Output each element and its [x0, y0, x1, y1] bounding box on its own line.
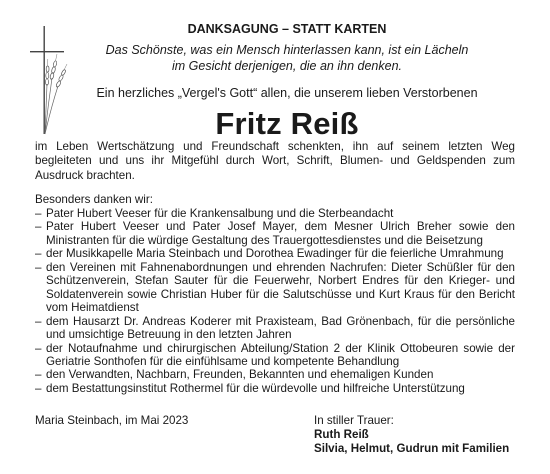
- list-item: – dem Bestattungsinstitut Rothermel für die würdevolle und hilfreiche Unterstützung: [35, 382, 515, 395]
- place-date: Maria Steinbach, im Mai 2023: [35, 414, 189, 427]
- intro-paragraph: im Leben Wertschätzung und Freundschaft schenkten, ihn auf seinem letzten Weg begleiteten und uns ihr Mitgefühl durch Wort, Schrift, Blumen- und Geldspenden zum Ausdruck brachten.: [35, 140, 515, 182]
- quote-line-2: im Gesicht derjenigen, die an ihn denken.: [171, 59, 402, 73]
- special-thanks-label: Besonders danken wir:: [35, 193, 153, 206]
- list-item: – den Vereinen mit Fahnenabordnungen und ehrenden Nachrufen: Dieter Schüßler für den Schützenverein, Stefan Sauter für die Feuerwehr, Norbert Endres für den Krieger- und Soldatenverein sowie Christian Huber für die Salutschüsse und Kurt Kraus für den Bericht vom Heimatdienst: [35, 261, 515, 315]
- special-thanks-list: [35, 207, 515, 395]
- mourner-family: Silvia, Helmut, Gudrun mit Familien: [314, 442, 510, 455]
- notice-title: DANKSAGUNG – STATT KARTEN: [187, 22, 387, 36]
- list-item: – der Notaufnahme und chirurgischen Abteilung/Station 2 der Klinik Ottobeuren sowie der Geriatrie Sonthofen für die einfühlsame und kompetente Behandlung: [35, 342, 515, 369]
- list-item: – Pater Hubert Veeser und Pater Josef Mayer, dem Mesner Ulrich Breher sowie den Ministranten für die würdige Gestaltung des Trauergottesdienstes und die Beisetzung: [35, 220, 515, 247]
- thanks-line: Ein herzliches „Vergel's Gott“ allen, die unserem lieben Verstorbenen: [96, 86, 478, 100]
- list-item: – dem Hausarzt Dr. Andreas Koderer mit Praxisteam, Bad Grönenbach, für die persönliche und umsichtige Betreuung in den letzten Jahren: [35, 315, 515, 342]
- list-item: – den Verwandten, Nachbarn, Freunden, Bekannten und ehemaligen Kunden: [35, 368, 515, 381]
- quote-line-1: Das Schönste, was ein Mensch hinterlassen kann, ist ein Lächeln: [105, 43, 469, 57]
- list-item: – der Musikkapelle Maria Steinbach und Dorothea Ewadinger für die feierliche Umrahmung: [35, 247, 515, 260]
- mourning-label: In stiller Trauer:: [314, 414, 394, 427]
- list-item: – Pater Hubert Veeser für die Krankensalbung und die Sterbeandacht: [35, 207, 515, 220]
- mourners-block: [314, 414, 509, 456]
- mourner-name: Ruth Reiß: [314, 428, 369, 441]
- deceased-name: Fritz Reiß: [215, 106, 359, 141]
